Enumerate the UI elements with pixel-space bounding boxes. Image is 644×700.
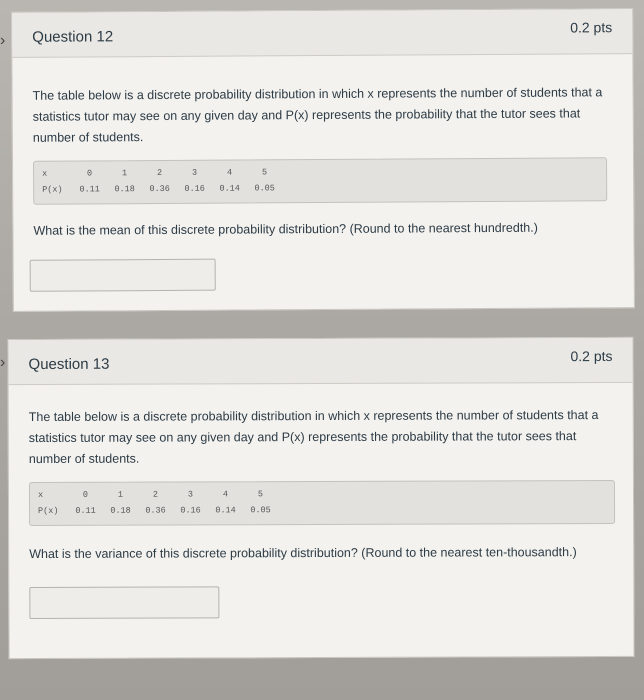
table-cell: 0.16 (184, 183, 205, 194)
table-cell: 0.05 (254, 183, 275, 194)
table-cell: 0.14 (219, 183, 240, 194)
table-label-p: P(x) (38, 505, 59, 516)
table-cell: 0.18 (110, 505, 131, 516)
table-cell: 0 (86, 168, 93, 179)
table-cell: 0.14 (215, 505, 236, 516)
table-cell: 0.11 (79, 184, 100, 195)
table-cell: 4 (222, 489, 229, 500)
table-cell: 2 (152, 489, 159, 500)
table-cell: 5 (261, 167, 268, 178)
question-header (8, 338, 632, 385)
question-header (12, 9, 632, 58)
table-cell: 5 (257, 489, 264, 500)
table-cell: 0.05 (250, 505, 271, 516)
table-cell: 3 (187, 489, 194, 500)
table-label-x: x (37, 489, 44, 500)
question-prompt: What is the mean of this discrete probability distribution? (Round to the nearest hundredth.) (33, 220, 538, 238)
table-label-p: P(x) (42, 184, 63, 195)
table-cell: 1 (121, 168, 128, 179)
answer-input[interactable] (30, 259, 216, 292)
question-intro: The table below is a discrete probability distribution in which x represents the number of students that a statistics tutor may see on any given day and P(x) represents the probability that the tutor sees that number of students. (28, 408, 599, 467)
table-label-x: x (42, 168, 48, 179)
table-cell: 0.36 (149, 183, 170, 195)
table-cell: 0.16 (180, 505, 201, 516)
chevron-right-icon[interactable]: › (0, 32, 6, 49)
question-body (9, 383, 634, 619)
chevron-right-icon[interactable]: › (0, 354, 6, 371)
question-13 (7, 337, 634, 659)
question-12 (11, 8, 635, 312)
table-cell: 0.11 (75, 505, 96, 516)
answer-input[interactable] (29, 586, 219, 619)
question-intro: The table below is a discrete probability distribution in which x represents the number of students that a statistics tutor may see on any given day and P(x) represents the probability that the tutor sees that number of students. (32, 85, 603, 145)
table-cell: 4 (226, 167, 233, 178)
table-cell: 0.36 (145, 505, 166, 516)
probability-table (33, 157, 607, 205)
question-body (12, 54, 633, 292)
question-points: 0.2 pts (570, 19, 613, 36)
table-cell: 0.18 (114, 184, 135, 195)
table-row-p (42, 180, 606, 195)
table-cell: 2 (156, 167, 163, 179)
question-title: Question 12 (32, 28, 114, 46)
question-prompt: What is the variance of this discrete probability distribution? (Round to the nearest ten-thousandth.) (29, 545, 577, 562)
table-cell: 0 (82, 489, 89, 500)
table-row-x (42, 164, 606, 179)
probability-table (29, 480, 615, 526)
table-row-p (38, 503, 614, 517)
question-title: Question 13 (28, 355, 110, 374)
table-cell: 3 (191, 167, 198, 178)
table-row-x (38, 487, 614, 501)
question-points: 0.2 pts (570, 347, 613, 365)
table-cell: 1 (117, 489, 124, 500)
